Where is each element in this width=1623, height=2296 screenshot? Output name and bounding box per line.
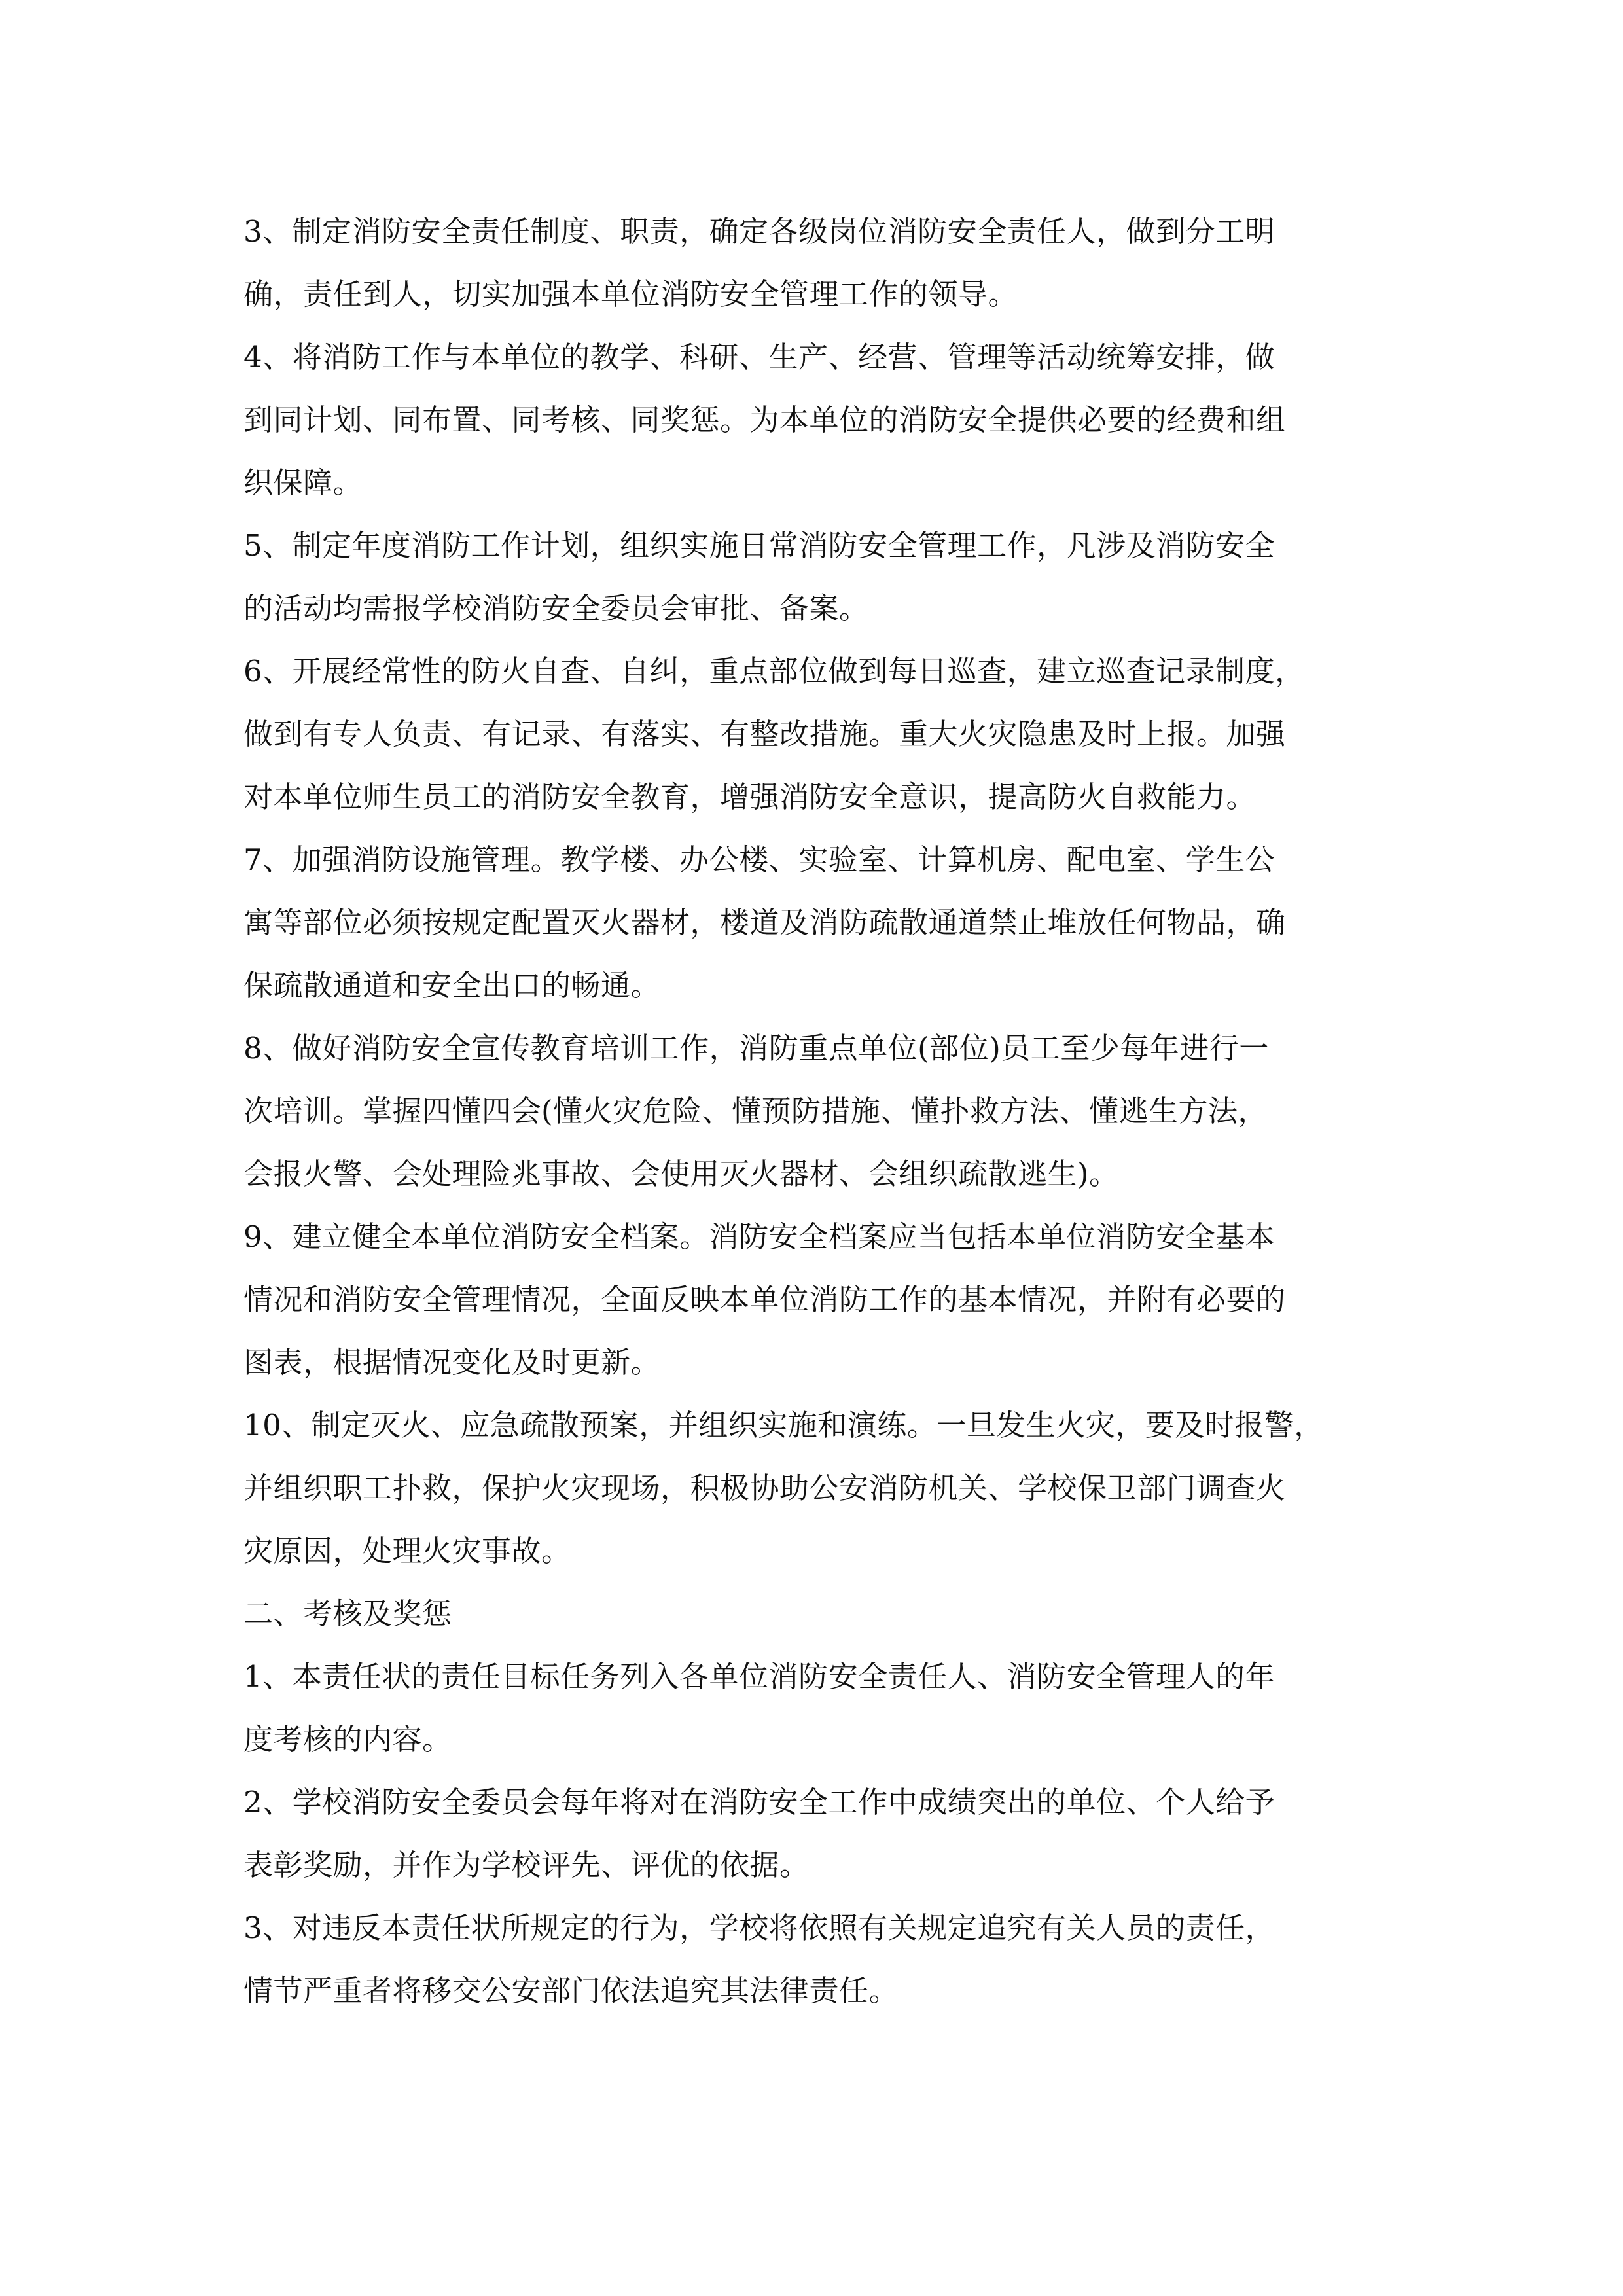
text-line: 7、加强消防设施管理。教学楼、办公楼、实验室、计算机房、配电室、学生公 [243, 842, 1275, 877]
text-line: 寓等部位必须按规定配置灭火器材，楼道及消防疏散通道禁止堆放任何物品，确 [243, 905, 1286, 940]
text-line: 情节严重者将移交公安部门依法追究其法律责任。 [243, 1973, 899, 2008]
text-line: 保疏散通道和安全出口的畅通。 [243, 968, 661, 1003]
text-line: 1、本责任状的责任目标任务列入各单位消防安全责任人、消防安全管理人的年 [243, 1659, 1275, 1694]
text-line: 6、开展经常性的防火自查、自纠，重点部位做到每日巡查，建立巡查记录制度， [243, 654, 1305, 689]
text-line: 图表，根据情况变化及时更新。 [243, 1345, 661, 1380]
text-line: 对本单位师生员工的消防安全教育，增强消防安全意识，提高防火自救能力。 [243, 780, 1257, 814]
text-line: 3、对违反本责任状所规定的行为，学校将依照有关规定追究有关人员的责任， [243, 1910, 1275, 1945]
text-line: 做到有专人负责、有记录、有落实、有整改措施。重大火灾隐患及时上报。加强 [243, 717, 1286, 751]
text-line: 度考核的内容。 [243, 1722, 452, 1757]
text-line: 确，责任到人，切实加强本单位消防安全管理工作的领导。 [243, 277, 1018, 312]
text-line: 3、制定消防安全责任制度、职责，确定各级岗位消防安全责任人，做到分工明 [243, 214, 1275, 249]
text-line: 5、制定年度消防工作计划，组织实施日常消防安全管理工作，凡涉及消防安全 [243, 528, 1275, 563]
text-line: 表彰奖励，并作为学校评先、评优的依据。 [243, 1848, 810, 1882]
text-line: 10、制定灭火、应急疏散预案，并组织实施和演练。一旦发生火灾，要及时报警， [243, 1408, 1324, 1443]
text-line: 2、学校消防安全委员会每年将对在消防安全工作中成绩突出的单位、个人给予 [243, 1785, 1275, 1820]
section-heading: 二、考核及奖惩 [243, 1596, 452, 1631]
text-line: 9、建立健全本单位消防安全档案。消防安全档案应当包括本单位消防安全基本 [243, 1219, 1275, 1254]
text-line: 次培训。掌握四懂四会(懂火灾危险、懂预防措施、懂扑救方法、懂逃生方法， [243, 1094, 1268, 1128]
text-line: 到同计划、同布置、同考核、同奖惩。为本单位的消防安全提供必要的经费和组 [243, 403, 1286, 437]
document-body [243, 200, 1390, 2022]
text-line: 会报火警、会处理险兆事故、会使用灭火器材、会组织疏散逃生)。 [243, 1157, 1119, 1191]
text-line: 灾原因，处理火灾事故。 [243, 1534, 571, 1568]
text-line: 8、做好消防安全宣传教育培训工作，消防重点单位(部位)员工至少每年进行一 [243, 1031, 1269, 1066]
text-line: 情况和消防安全管理情况，全面反映本单位消防工作的基本情况，并附有必要的 [243, 1282, 1286, 1317]
text-line: 并组织职工扑救，保护火灾现场，积极协助公安消防机关、学校保卫部门调查火 [243, 1471, 1286, 1505]
text-line: 织保障。 [243, 465, 363, 500]
text-line: 4、将消防工作与本单位的教学、科研、生产、经营、管理等活动统筹安排，做 [243, 340, 1275, 374]
text-line: 的活动均需报学校消防安全委员会审批、备案。 [243, 591, 869, 626]
